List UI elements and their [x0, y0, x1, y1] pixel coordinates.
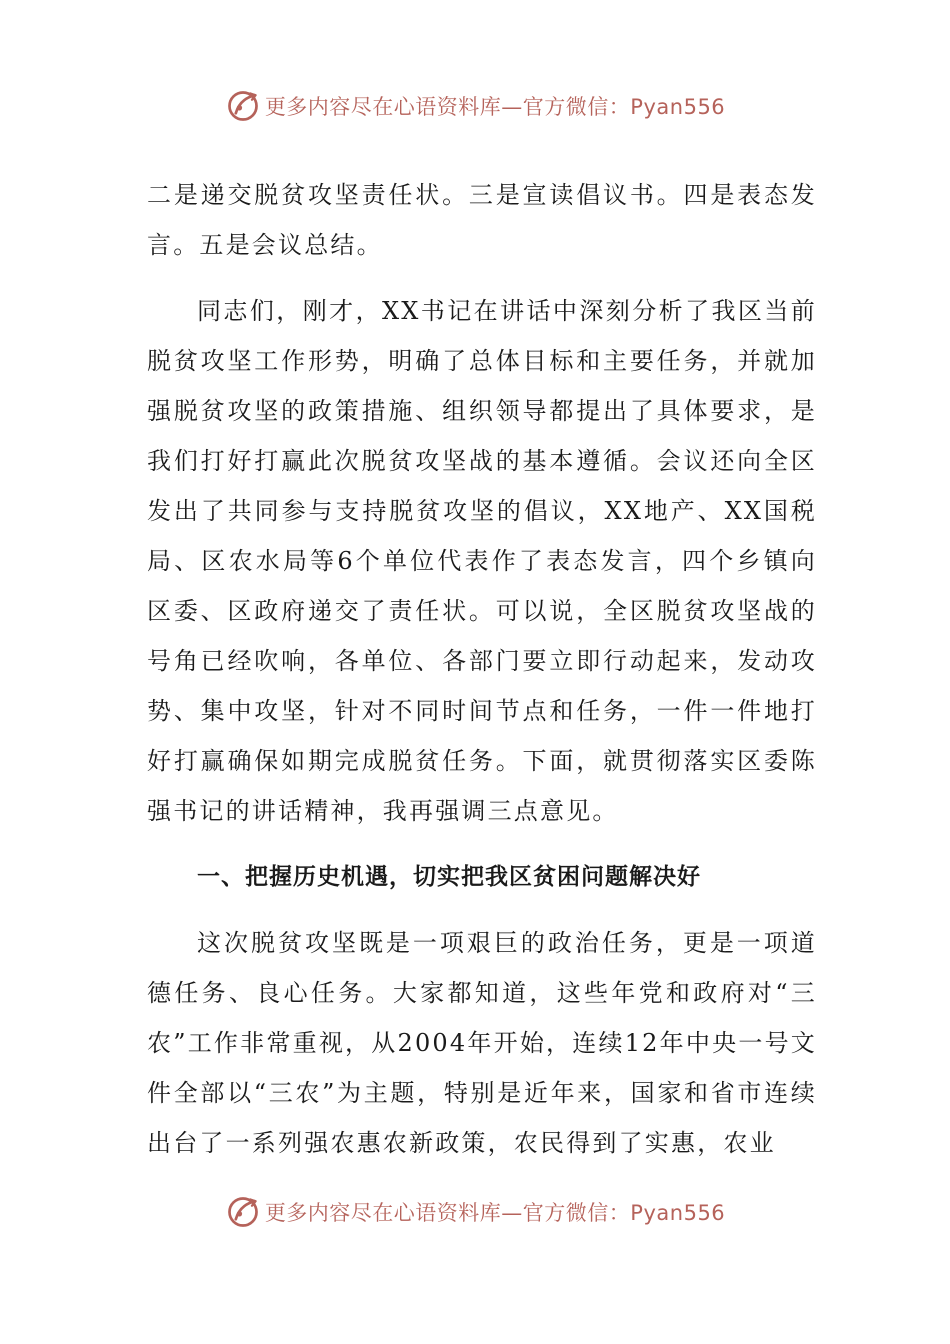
logo-icon [225, 88, 261, 124]
section-heading: 一、把握历史机遇，切实把我区贫困问题解决好 [197, 864, 701, 890]
logo-icon [225, 1194, 261, 1230]
paragraph: 同志们，刚才，XX书记在讲话中深刻分析了我区当前脱贫攻坚工作形势，明确了总体目标和主要任务，并就加强脱贫攻坚的政策措施、组织领导都提出了具体要求，是我们打好打赢此次脱贫攻坚战的基本遵循。会议还向全区发出了共同参与支持脱贫攻坚的倡议，XX地产、XX国税局、区农水局等6个单位代表作了表态发言，四个乡镇向区委、区政府递交了责任状。可以说，全区脱贫攻坚战的号角已经吹响，各单位、各部门要立即行动起来，发动攻势、集中攻坚，针对不同时间节点和任务，一件一件地打好打赢确保如期完成脱贫任务。下面，就贯彻落实区委陈强书记的讲话精神，我再强调三点意见。 [147, 297, 817, 825]
watermark-header [0, 86, 950, 126]
paragraph: 这次脱贫攻坚既是一项艰巨的政治任务，更是一项道德任务、良心任务。大家都知道，这些年党和政府对“三农”工作非常重视，从2004年开始，连续12年中央一号文件全部以“三农”为主题，特别是近年来，国家和省市连续出台了一系列强农惠农新政策，农民得到了实惠，农业 [147, 929, 817, 1157]
document-body [147, 170, 817, 1168]
watermark-text: 更多内容尽在心语资料库—官方微信：Pyan556 [264, 95, 726, 119]
paragraph: 二是递交脱贫攻坚责任状。三是宣读倡议书。四是表态发言。五是会议总结。 [147, 181, 817, 259]
watermark-footer [0, 1192, 950, 1232]
watermark-text: 更多内容尽在心语资料库—官方微信：Pyan556 [264, 1201, 726, 1225]
